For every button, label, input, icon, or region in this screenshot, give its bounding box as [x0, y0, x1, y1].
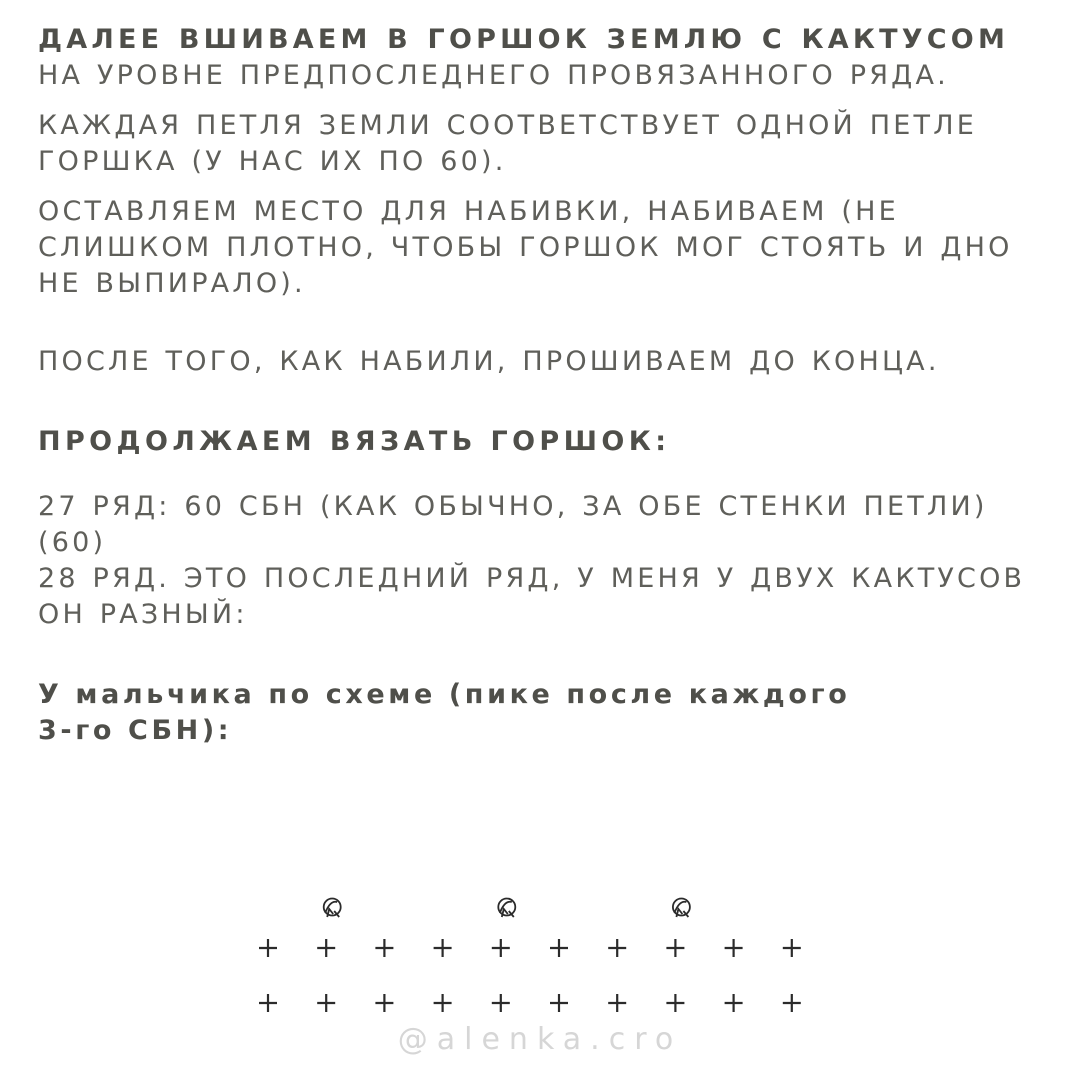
stitch-sbn-icon — [550, 994, 568, 1012]
paragraph-sew-to-end: ПОСЛЕ ТОГО, КАК НАБИЛИ, ПРОШИВАЕМ ДО КОНЦА. — [38, 346, 940, 377]
stitch-sbn-icon — [375, 939, 393, 957]
stitch-sbn-icon — [259, 939, 277, 957]
boy-scheme-caption-line2: 3-го СБН): — [38, 715, 233, 743]
stitch-sbn-icon — [608, 939, 626, 957]
picot-symbol-icon — [673, 899, 690, 918]
stitch-sbn-icon — [550, 939, 568, 957]
stitch-sbn-icon — [666, 994, 684, 1012]
stitch-sbn-icon — [608, 994, 626, 1012]
boy-scheme-caption-line1: У мальчика по схеме (пике после каждого — [38, 679, 851, 710]
stitch-sbn-icon — [434, 939, 452, 957]
stitch-sbn-icon — [492, 994, 510, 1012]
section-heading: ПРОДОЛЖАЕМ ВЯЗАТЬ ГОРШОК: — [38, 426, 671, 457]
row-27-text: 27 РЯД: 60 СБН (КАК ОБЫЧНО, ЗА ОБЕ СТЕНКИ ПЕТЛИ) (60) — [38, 491, 988, 558]
stitch-sbn-icon — [492, 939, 510, 957]
stitch-sbn-icon — [666, 939, 684, 957]
row-28-text: 28 РЯД. ЭТО ПОСЛЕДНИЙ РЯД, У МЕНЯ У ДВУХ КАКТУСОВ ОН РАЗНЫЙ: — [38, 563, 1026, 630]
stitch-sbn-icon — [375, 994, 393, 1012]
paragraph-sew-in-soil-rest: НА УРОВНЕ ПРЕДПОСЛЕДНЕГО ПРОВЯЗАННОГО РЯДА. — [38, 60, 949, 91]
picot-symbol-icon — [498, 899, 515, 918]
stitch-sbn-icon — [783, 939, 801, 957]
stitch-sbn-icon — [317, 994, 335, 1012]
picot-symbol-icon — [324, 899, 341, 918]
watermark: @alenka.cro — [397, 1022, 683, 1057]
paragraph-stuffing: ОСТАВЛЯЕМ МЕСТО ДЛЯ НАБИВКИ, НАБИВАЕМ (НЕ СЛИШКОМ ПЛОТНО, ЧТОБЫ ГОРШОК МОГ СТОЯТЬ И ДНО НЕ ВЫПИРАЛО). — [38, 196, 1013, 299]
paragraph-sew-in-soil-bold: ДАЛЕЕ ВШИВАЕМ В ГОРШОК ЗЕМЛЮ С КАКТУСОМ — [38, 24, 1010, 55]
stitch-sbn-icon — [783, 994, 801, 1012]
stitch-sbn-icon — [259, 994, 277, 1012]
paragraph-loop-match: КАЖДАЯ ПЕТЛЯ ЗЕМЛИ СООТВЕТСТВУЕТ ОДНОЙ ПЕТЛЕ ГОРШКА (У НАС ИХ ПО 60). — [38, 110, 977, 177]
stitch-sbn-icon — [434, 994, 452, 1012]
stitch-sbn-icon — [317, 939, 335, 957]
stitch-sbn-icon — [725, 939, 743, 957]
stitch-sbn-icon — [725, 994, 743, 1012]
